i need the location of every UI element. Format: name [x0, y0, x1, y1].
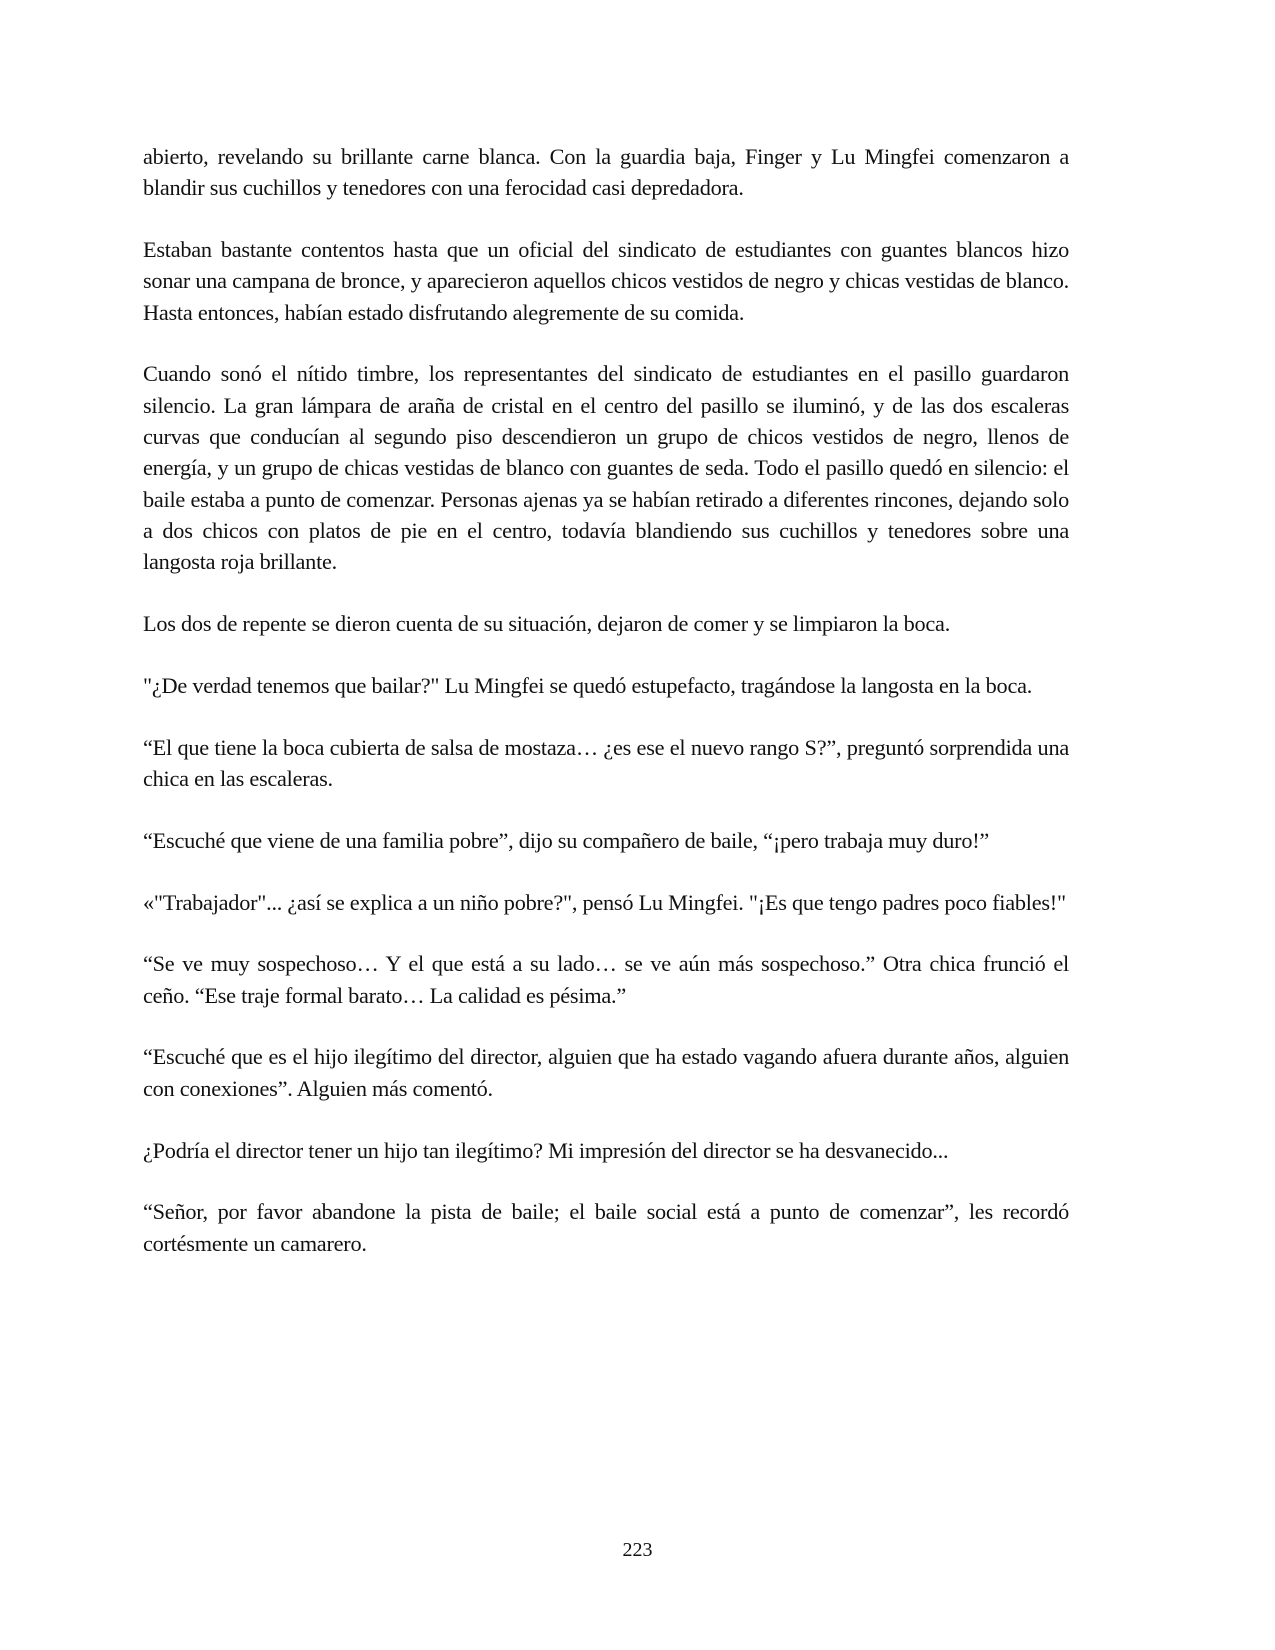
- page-body: [143, 141, 1069, 1289]
- paragraph: ¿Podría el director tener un hijo tan ilegítimo? Mi impresión del director se ha desvanecido...: [143, 1137, 949, 1163]
- paragraph: “Escuché que viene de una familia pobre”, dijo su compañero de baile, “¡pero trabaja muy duro!”: [143, 827, 990, 853]
- paragraph: “Escuché que es el hijo ilegítimo del director, alguien que ha estado vagando afuera durante años, alguien con conexiones”. Alguien más comentó.: [143, 1044, 1069, 1101]
- page-number: 223: [622, 1539, 653, 1561]
- paragraph: abierto, revelando su brillante carne blanca. Con la guardia baja, Finger y Lu Mingfei comenzaron a blandir sus cuchillos y tenedores con una ferocidad casi depredadora.: [143, 144, 1069, 201]
- paragraph: “Señor, por favor abandone la pista de baile; el baile social está a punto de comenzar”, les recordó cortésmente un camarero.: [143, 1199, 1069, 1256]
- paragraph: “El que tiene la boca cubierta de salsa de mostaza… ¿es ese el nuevo rango S?”, preguntó sorprendida una chica en las escaleras.: [143, 734, 1069, 791]
- paragraph: «"Trabajador"... ¿así se explica a un niño pobre?", pensó Lu Mingfei. "¡Es que tengo padres poco fiables!": [143, 889, 1066, 915]
- paragraph: Estaban bastante contentos hasta que un oficial del sindicato de estudiantes con guantes blancos hizo sonar una campana de bronce, y aparecieron aquellos chicos vestidos de negro y chicas vestidas de blanco. Hasta entonces, habían estado disfrutando alegremente de su comida.: [143, 237, 1069, 325]
- paragraph: Los dos de repente se dieron cuenta de su situación, dejaron de comer y se limpiaron la boca.: [143, 611, 951, 637]
- paragraph: "¿De verdad tenemos que bailar?" Lu Mingfei se quedó estupefacto, tragándose la langosta en la boca.: [143, 672, 1033, 698]
- paragraph: “Se ve muy sospechoso… Y el que está a su lado… se ve aún más sospechoso.” Otra chica frunció el ceño. “Ese traje formal barato… La calidad es pésima.”: [143, 951, 1069, 1008]
- paragraph: Cuando sonó el nítido timbre, los representantes del sindicato de estudiantes en el pasillo guardaron silencio. La gran lámpara de araña de cristal en el centro del pasillo se iluminó, y de las dos escaleras curvas que conducían al segundo piso descendieron un grupo de chicos vestidos de negro, llenos de energía, y un grupo de chicas vestidas de blanco con guantes de seda. Todo el pasillo quedó en silencio: el baile estaba a punto de comenzar. Personas ajenas ya se habían retirado a diferentes rincones, dejando solo a dos chicos con platos de pie en el centro, todavía blandiendo sus cuchillos y tenedores sobre una langosta roja brillante.: [143, 361, 1069, 575]
